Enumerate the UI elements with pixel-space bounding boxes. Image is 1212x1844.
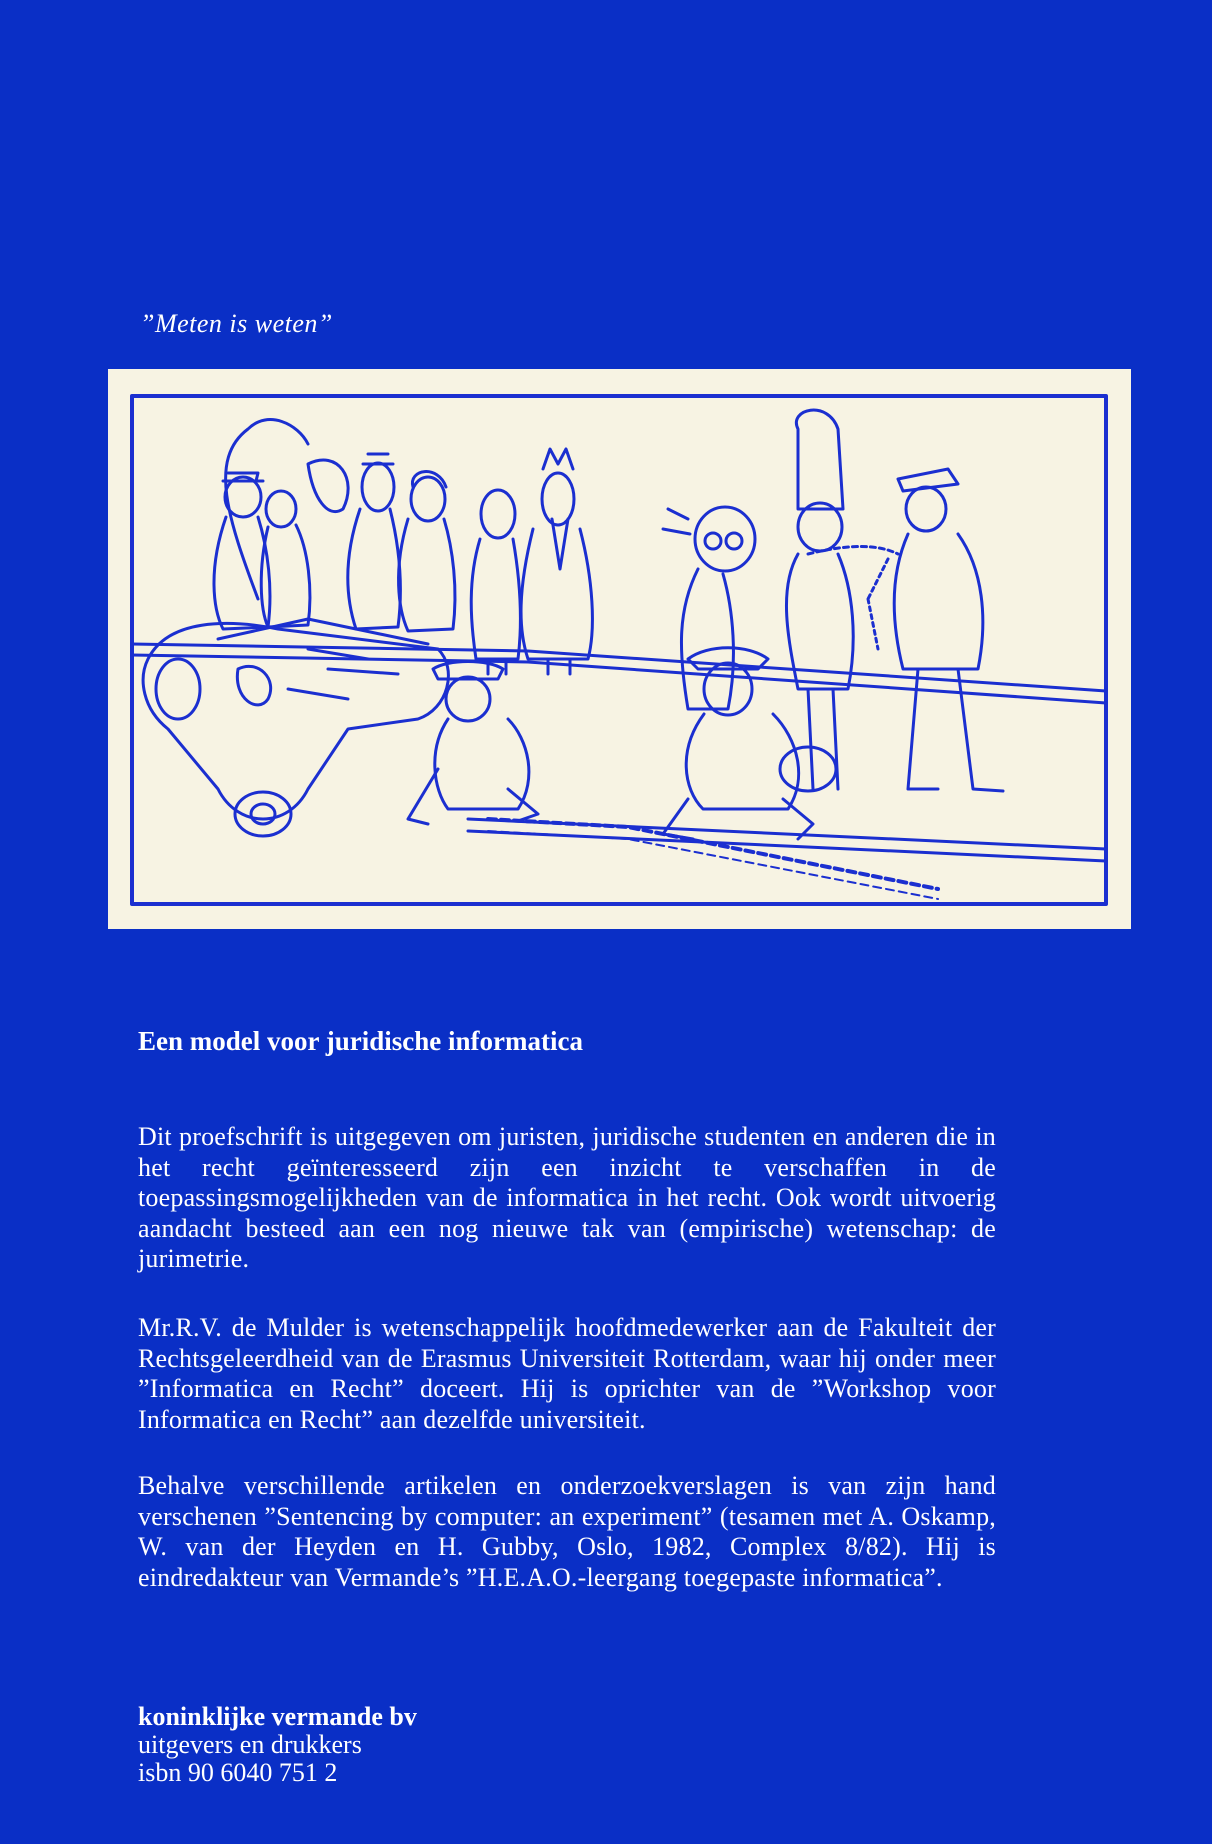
crashed-car-icon: [143, 420, 448, 836]
motto: ”Meten is weten”: [140, 309, 333, 338]
officer-measuring-icon: [868, 469, 1003, 791]
cartoon-illustration: [108, 369, 1131, 929]
cartoon-drawing: [108, 369, 1131, 929]
publisher-subline: uitgevers en drukkers: [138, 1730, 362, 1759]
kneeling-officer-icon: [408, 662, 538, 825]
publisher-block: [138, 1703, 417, 1787]
isbn: isbn 90 6040 751 2: [138, 1758, 338, 1787]
book-subtitle: Een model voor juridische informatica: [138, 1026, 583, 1056]
paragraph-author-bio: Mr.R.V. de Mulder is wetenschappelijk hoofdmedewerker aan de Fakulteit der Rechtsgeleerdheid van de Erasmus Universiteit Rotterdam, waar hij onder meer ”Informatica en Recht” doceert. Hij is oprichter van de ”Workshop voor Informatica en Recht” aan dezelfde universiteit.: [138, 1313, 996, 1434]
publisher-name: koninklijke vermande bv: [138, 1702, 417, 1731]
bald-man-icon: [663, 507, 755, 709]
woman-figure-icon: [786, 410, 898, 789]
paragraph-publications: Behalve verschillende artikelen en onderzoekverslagen is van zijn hand verschenen ”Sentencing by computer: an experiment” (tesamen met A. Oskamp, W. van der Heyden en H. Gubby, Oslo, 1982, Complex 8/82). Hij is eindredakteur van Vermande’s ”H.E.A.O.-leergang toegepaste informatica”.: [138, 1471, 996, 1592]
paragraph-description: Dit proefschrift is uitgegeven om juristen, juridische studenten en anderen die in het recht geïnteresseerd zijn een inzicht te verschaffen in de toepassingsmogelijkheden van de informatica in het recht. Ook wordt uitvoerig aandacht besteed aan een nog nieuwe tak van (empirische) wetenschap: de jurimetrie.: [138, 1122, 996, 1273]
